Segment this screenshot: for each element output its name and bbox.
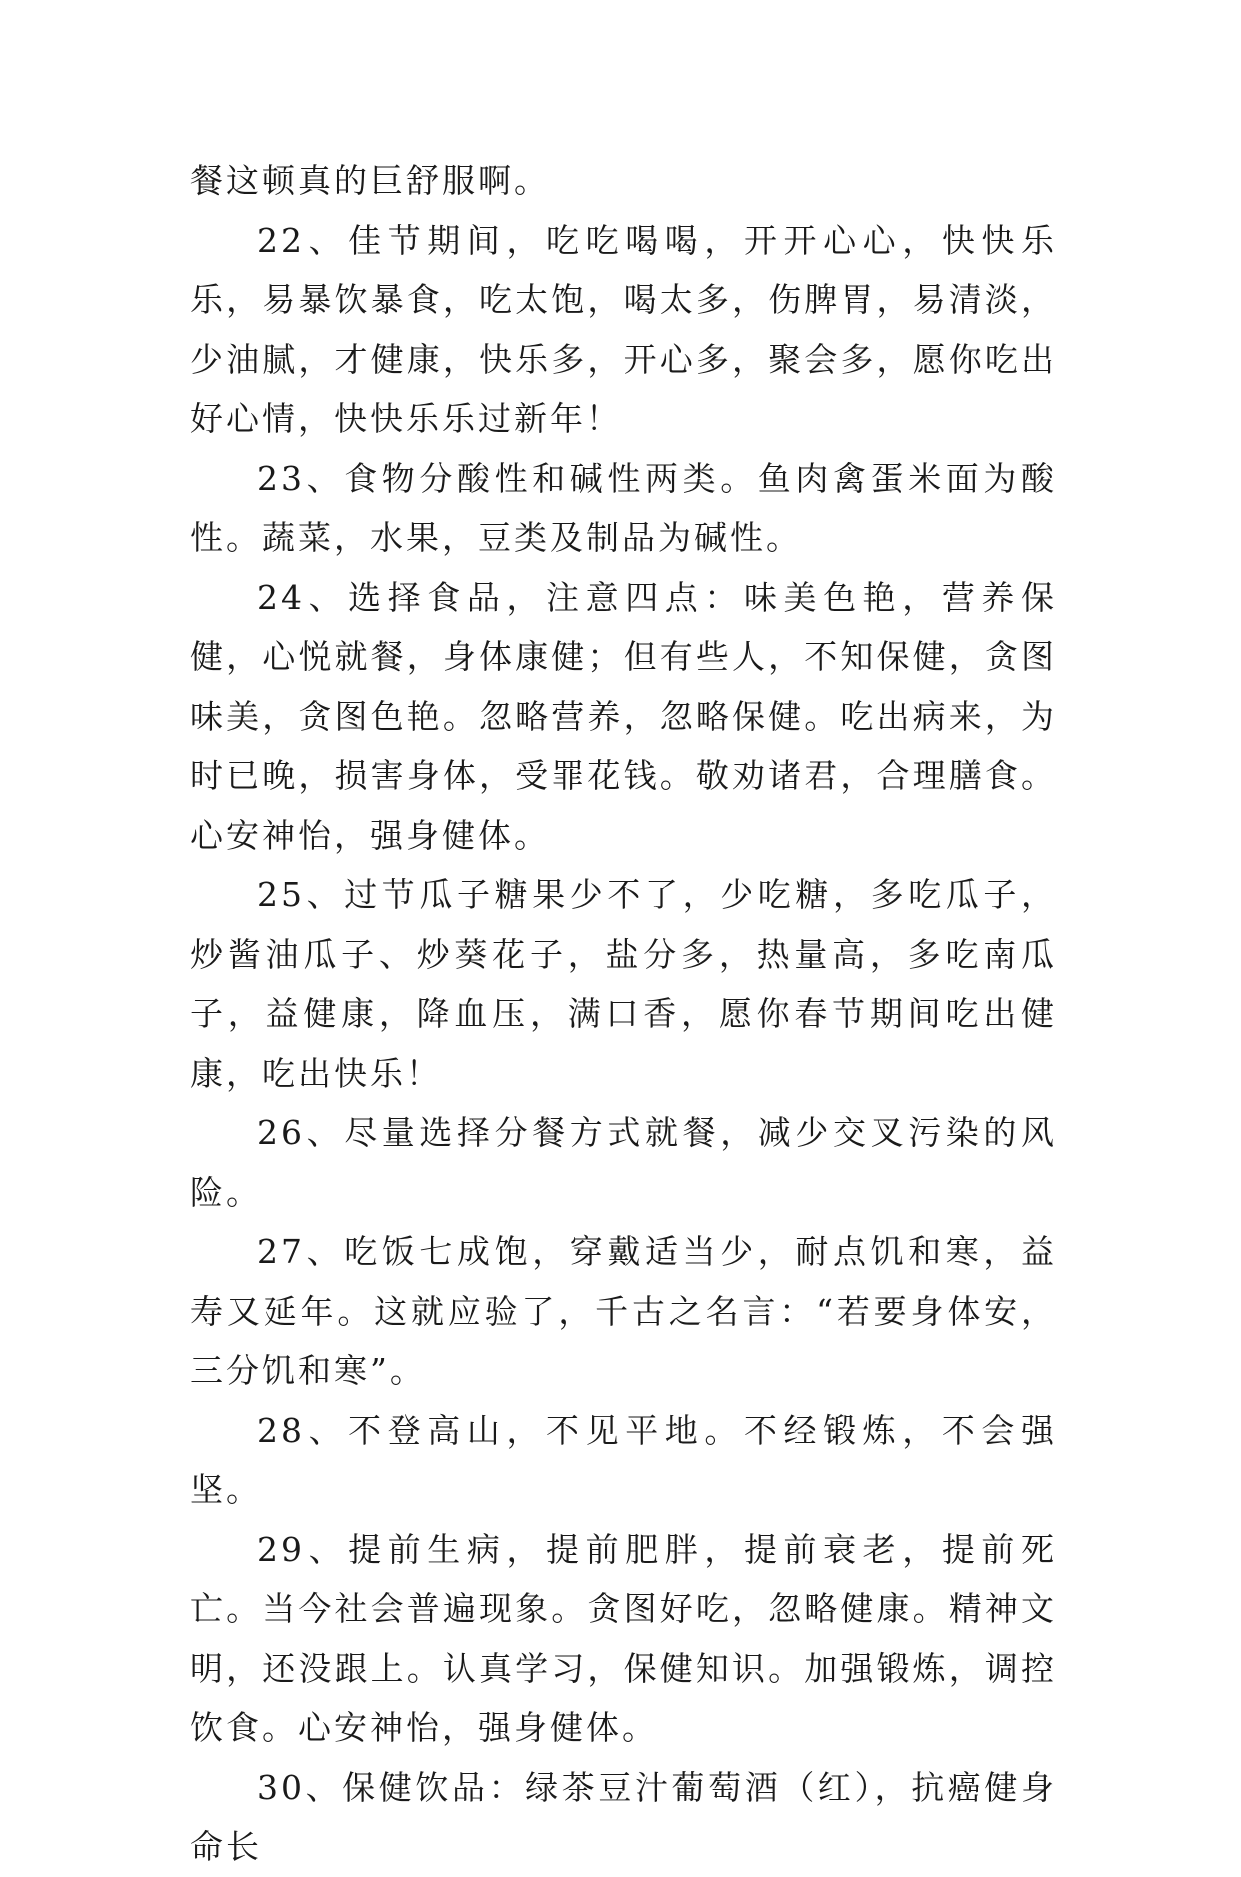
paragraph-item-30: 30、保健饮品：绿茶豆汁葡萄酒（红），抗癌健身命长 bbox=[190, 1767, 1057, 1866]
paragraph-item-29: 29、提前生病，提前肥胖，提前衰老，提前死亡。当今社会普遍现象。贪图好吃，忽略健康。精神文明，还没跟上。认真学习，保健知识。加强锻炼，调控饮食。心安神怡，强身健体。 bbox=[190, 1529, 1057, 1747]
paragraph-item-25: 25、过节瓜子糖果少不了，少吃糖，多吃瓜子，炒酱油瓜子、炒葵花子，盐分多，热量高，多吃南瓜子，益健康，降血压，满口香，愿你春节期间吃出健康，吃出快乐！ bbox=[190, 875, 1057, 1093]
paragraph-item-22: 22、佳节期间，吃吃喝喝，开开心心，快快乐乐，易暴饮暴食，吃太饱，喝太多，伤脾胃，易清淡，少油腻，才健康，快乐多，开心多，聚会多，愿你吃出好心情，快快乐乐过新年！ bbox=[190, 220, 1057, 438]
paragraph-continuation: 餐这顿真的巨舒服啊。 bbox=[190, 161, 550, 200]
paragraph-item-24: 24、选择食品，注意四点：味美色艳，营养保健，心悦就餐，身体康健；但有些人，不知保健，贪图味美，贪图色艳。忽略营养，忽略保健。吃出病来，为时已晚，损害身体，受罪花钱。敬劝诸君，合理膳食。心安神怡，强身健体。 bbox=[190, 577, 1057, 855]
paragraph-item-26: 26、尽量选择分餐方式就餐，减少交叉污染的风险。 bbox=[190, 1113, 1057, 1212]
paragraph-item-27: 27、吃饭七成饱，穿戴适当少，耐点饥和寒，益寿又延年。这就应验了，千古之名言：“若要身体安，三分饥和寒”。 bbox=[190, 1232, 1057, 1390]
document-body bbox=[190, 151, 1057, 1877]
paragraph-item-23: 23、食物分酸性和碱性两类。鱼肉禽蛋米面为酸性。蔬菜，水果，豆类及制品为碱性。 bbox=[190, 458, 1057, 557]
paragraph-item-28: 28、不登高山，不见平地。不经锻炼，不会强坚。 bbox=[190, 1410, 1057, 1509]
